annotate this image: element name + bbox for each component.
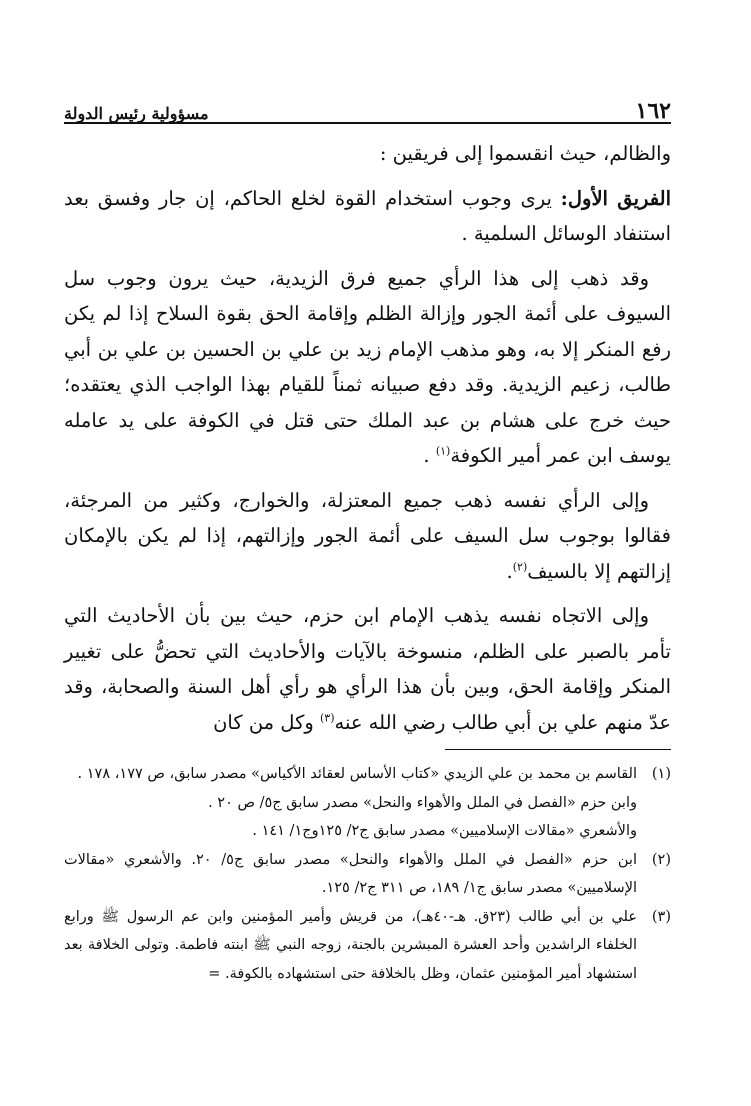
footnote-ref-2: (٢) [512,560,528,573]
page-number: ١٦٢ [635,98,671,124]
footnote-number: (٢) [651,851,671,868]
footnote-2: (٢) ابن حزم «الفصل في الملل والأهواء والنحل» مصدر سابق ج٥/ ٢٠. والأشعري «مقالات الإسلاميين» مصدر سابق ج١/ ١٨٩، ص ٣١١ ج٢/ ١٢٥. [64,846,671,903]
paragraph-4: وإلى الرأي نفسه ذهب جميع المعتزلة، والخوارج، وكثير من المرجئة، فقالوا بوجوب سل السيف على أئمة الجور وإزالتهم، إذا لم يكن بالإمكان إزالتهم إلا بالسيف$^{(٢)}$. [64,488,671,583]
paragraph-2: الفريق الأول: يرى وجوب استخدام القوة لخلع الحاكم، إن جار وفسق بعد استنفاد الوسائل السلمية . [64,186,671,245]
footnote-1-continuation: والأشعري «مقالات الإسلاميين» مصدر سابق ج٢/ ١٢٥وج١/ ١٤١ . [252,823,637,839]
page-header [64,90,671,122]
footnote-ref-1: (١) [435,444,451,458]
paragraph-1: والظالم، حيث انقسموا إلى فريقين : [379,142,671,165]
footnotes [64,760,671,988]
footnote-number: (٣) [651,908,671,925]
paragraph-5: وإلى الاتجاه نفسه يذهب الإمام ابن حزم، حيث بين بأن الأحاديث التي تأمر بالصبر على الظلم، منسوخة بالآيات والأحاديث التي تحضُّ على تغيير المنكر وإقامة الحق، وبين بأن هذا الرأي هو رأي أهل السنة والصحابة، وقد عدّ منهم علي بن أبي طالب رضي الله عنه$^{(٣)}$ وكل من كان [64,604,671,734]
main-text [64,136,671,749]
paragraph-3: وقد ذهب إلى هذا الرأي جميع فرق الزيدية، حيث يرون وجوب سل السيوف على أئمة الجور وإزالة الظلم وإقامة الحق بقوة السلاح إذا لم يكن رفع المنكر إلا به، وهو مذهب الإمام زيد بن علي بن الحسين بن علي بن أبي طالب، زعيم الزيدية. وقد دفع صبيانه ثمناً للقيام بهذا الواجب الذي يعتقده؛ حيث خرج على هشام بن عبد الملك حتى قتل في الكوفة على يد عامله يوسف ابن عمر أمير الكوفة$^{(١)}$ . [64,266,671,467]
footnote-separator [445,749,671,750]
group-label: الفريق الأول: [560,186,671,210]
footnote-1: (١) القاسم بن محمد بن علي الزيدي «كتاب الأساس لعقائد الأكياس» مصدر سابق، ص ١٧٧، ١٧٨ . [64,760,671,789]
footnote-1-continuation: وابن حزم «الفصل في الملل والأهواء والنحل» مصدر سابق ج٥/ ص ٢٠ . [208,794,637,811]
header-rule [64,122,671,124]
footnote-ref-3: (٣) [319,711,335,724]
running-title: مسؤولية رئيس الدولة [64,104,209,123]
footnote-number: (١) [651,766,671,782]
footnote-3: (٣) علي بن أبي طالب (٢٣ق. هـ-٤٠هـ)، من قريش وأمير المؤمنين وابن عم الرسول ﷺ ورابع الخلفاء الراشدين وأحد العشرة المبشرين بالجنة، زوجه النبي ﷺ ابنته فاطمة. وتولى الخلافة بعد استشهاد أمير المؤمنين عثمان، وظل بالخلافة حتى استشهاده بالكوفة. = [64,903,671,989]
